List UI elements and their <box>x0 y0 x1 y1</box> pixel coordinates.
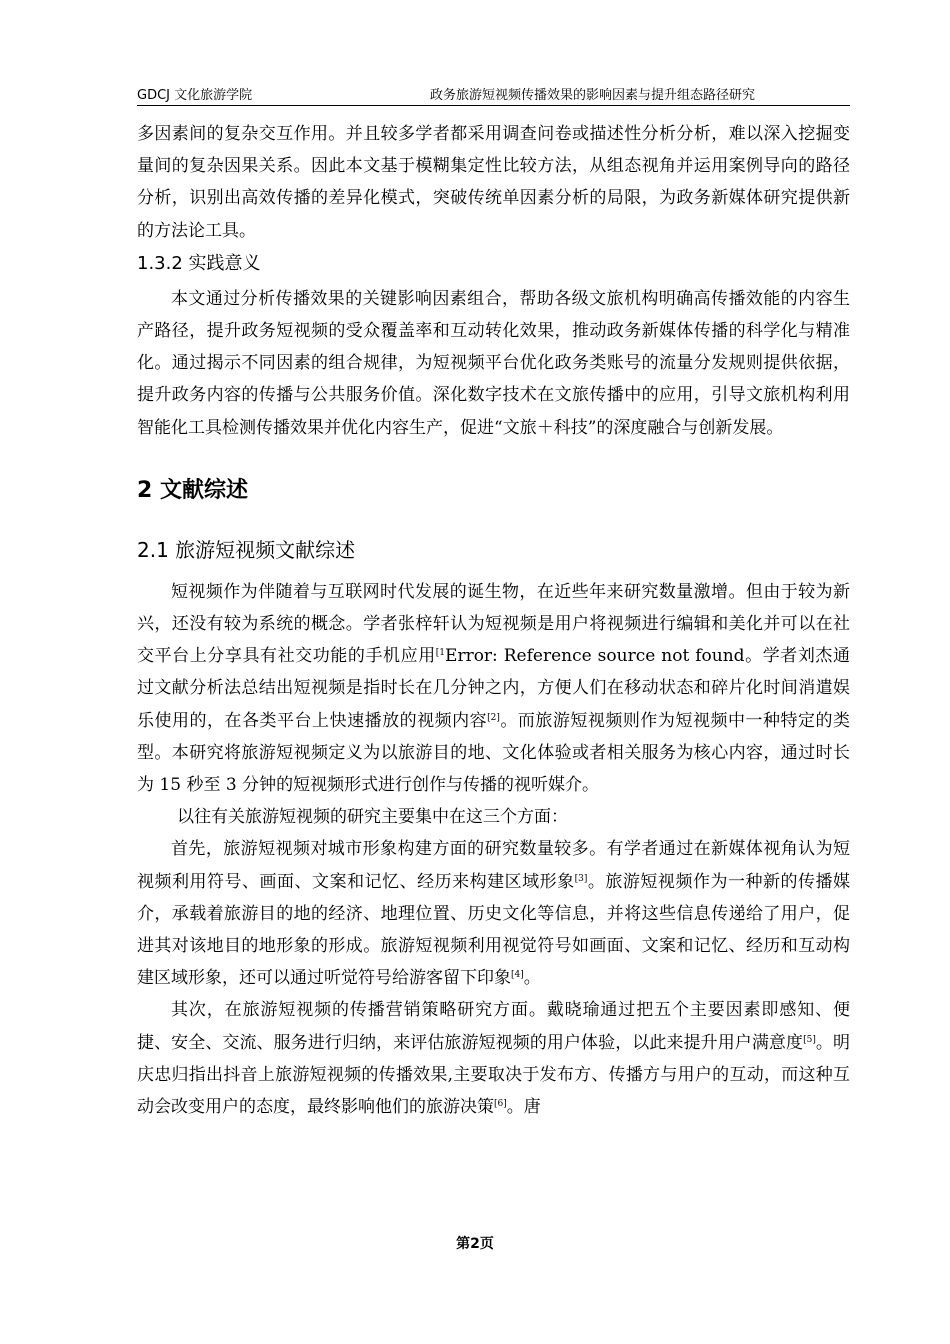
text-run: 首先，旅游短视频对城市形象构建方面的研究数量较多。有学者通过在新媒体视角认为短视频利用符号、画面、文案和记忆、经历来构建区域形象 <box>137 839 850 892</box>
paragraph-research-areas: 以往有关旅游短视频的研究主要集中在这三个方面： <box>177 807 568 828</box>
page-number: 第2页 <box>456 1236 494 1252</box>
paragraph-city-image <box>137 833 850 994</box>
citation-3[interactable]: [3] <box>574 873 588 884</box>
citation-6[interactable]: [6] <box>494 1099 507 1110</box>
text-run: 。明庆忠归指出抖音上旅游短视频的传播效果,主要取决于发布方、传播方与用户的互动，而这种互动会改变用户的态度，最终影响他们的旅游决策 <box>137 1032 851 1118</box>
citation-4[interactable]: [4] <box>511 970 524 981</box>
heading-1-3-2: 1.3.2 实践意义 <box>137 252 261 274</box>
paragraph-practical-significance: 本文通过分析传播效果的关键影响因素组合，帮助各级文旅机构明确高传播效能的内容生产路径，提升政务短视频的受众覆盖率和互动转化效果，推动政务新媒体传播的科学化与精准化。通过揭示不同因素的组合规律，为短视频平台优化政务类账号的流量分发规则提供依据，提升政务内容的传播与公共服务价值。深化数字技术在文旅传播中的应用，引导文旅机构利用智能化工具检测传播效果并优化内容生产，促进“文旅＋科技”的深度融合与创新发展。 <box>137 288 850 438</box>
header-divider <box>137 105 850 106</box>
header-paper-title: 政务旅游短视频传播效果的影响因素与提升组态路径研究 <box>430 88 756 103</box>
citation-5[interactable]: [5] <box>803 1034 816 1045</box>
text-run: 。而旅游短视频则作为短视频中一种特定的类型。本研究将旅游短视频定义为以旅游目的地、文化体验或者相关服务为核心内容，通过时长为 15 秒至 3 分钟的短视频形式进行创作与传播的视听媒介。 <box>137 710 850 796</box>
spacer <box>137 566 850 576</box>
header-institution: GDCJ 文化旅游学院 <box>137 88 253 103</box>
paragraph-continued: 多因素间的复杂交互作用。并且较多学者都采用调查问卷或描述性分析分析，难以深入挖掘变量间的复杂因果关系。因此本文基于模糊集定性比较方法，从组态视角并运用案例导向的路径分析，识别出高效传播的差异化模式，突破传统单因素分析的局限，为政务新媒体研究提供新的方法论工具。 <box>137 124 850 241</box>
spacer <box>137 444 850 475</box>
text-run: Error: Reference source not found。学者刘杰通过文献分析法总结出短视频是指时长在几分钟之内，方便人们在移动状态和碎片化时间消遣娱乐使用的，在各类平台上快速播放的视频内容 <box>137 646 851 731</box>
text-run: 其次，在旅游短视频的传播营销策略研究方面。戴晓瑜通过把五个主要因素即感知、便捷、安全、交流、服务进行归纳，来评估旅游短视频的用户体验，以此来提升用户满意度 <box>137 1000 850 1053</box>
page-body <box>137 118 850 1123</box>
text-run: 。 <box>523 968 541 989</box>
text-run: 短视频作为伴随着与互联网时代发展的诞生物，在近些年来研究数量激增。但由于较为新兴，还没有较为系统的概念。学者张梓轩认为短视频是用户将视频进行编辑和美化并可以在社交平台上分享具有社交功能的手机应用 <box>137 581 850 667</box>
heading-2-1: 2.1 旅游短视频文献综述 <box>137 537 356 562</box>
text-run: 。旅游短视频作为一种新的传播媒介，承载着旅游目的地的经济、地理位置、历史文化等信息，并将这些信息传递给了用户，促进其对该地目的地形象的形成。旅游短视频利用视觉符号如画面、文案和记忆、经历和互动构建区域形象，还可以通过听觉符号给游客留下印象 <box>137 871 850 989</box>
paragraph-marketing-strategy <box>137 994 850 1123</box>
spacer <box>137 507 850 534</box>
citation-2[interactable]: [2] <box>487 712 500 723</box>
paragraph-short-video-definition <box>137 576 850 801</box>
heading-chapter-2: 2 文献综述 <box>137 477 248 503</box>
citation-1[interactable]: [1 <box>435 648 446 659</box>
text-run: 。唐 <box>506 1097 541 1118</box>
